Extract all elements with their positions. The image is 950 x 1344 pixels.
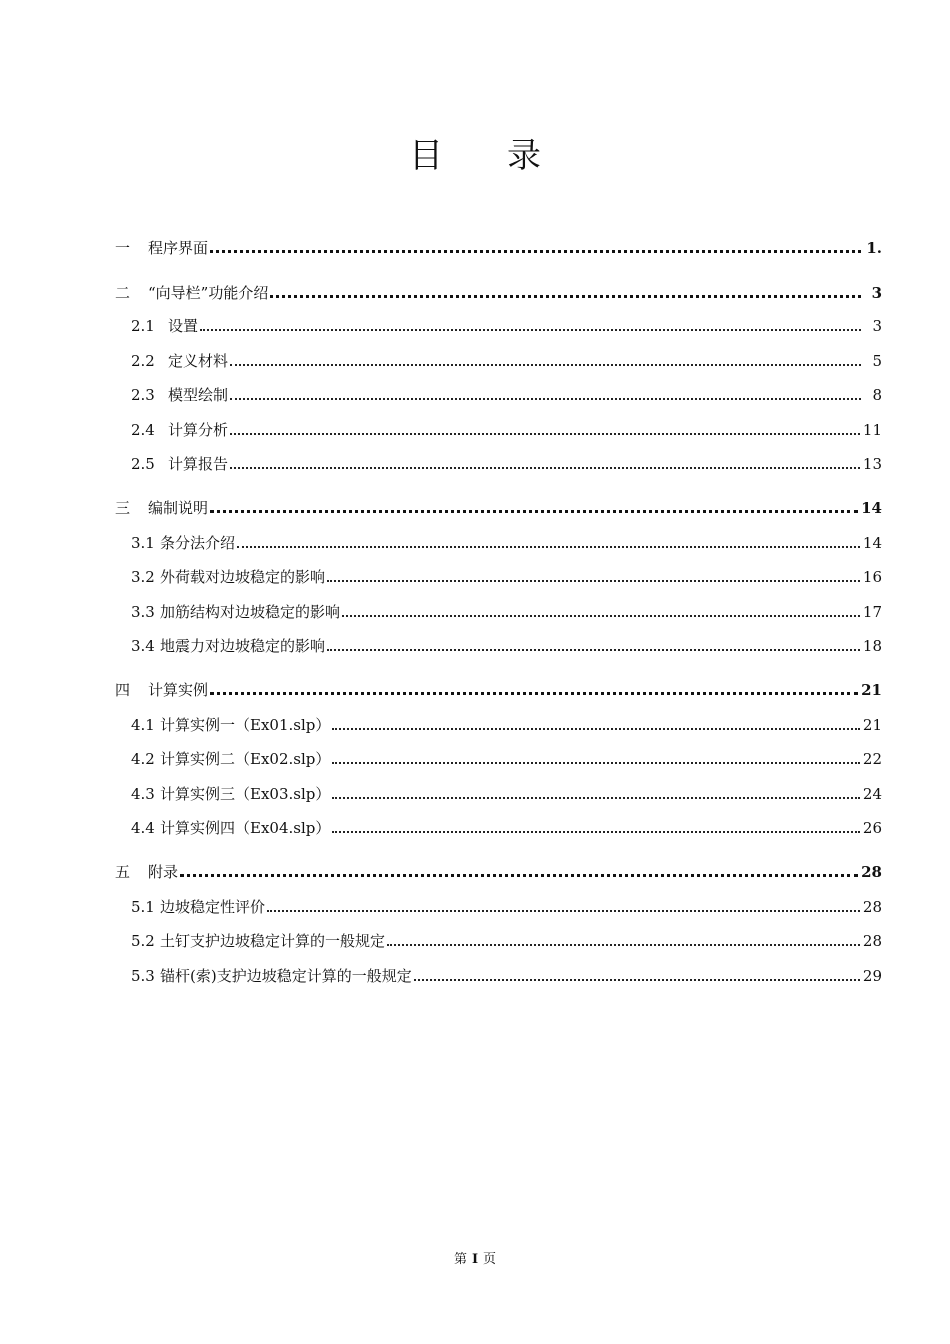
toc-entry-label: 计算实例 <box>148 681 209 699</box>
toc-entry-label: 加筋结构对边坡稳定的影响 <box>160 603 341 621</box>
toc-dot-leader <box>327 579 860 582</box>
toc-section-entry[interactable] <box>131 315 882 337</box>
toc-dot-leader <box>342 614 860 617</box>
toc-dot-leader <box>200 328 861 331</box>
toc-dot-leader <box>230 363 861 366</box>
toc-section-entry[interactable] <box>131 748 882 770</box>
toc-entry-page: 22 <box>862 750 882 768</box>
toc-entry-label: 锚杆(索)支护边坡稳定计算的一般规定 <box>160 967 412 985</box>
toc-entry-label: 边坡稳定性评价 <box>160 898 266 916</box>
toc-entry-page: 28 <box>862 898 882 916</box>
toc-dot-leader <box>327 648 860 651</box>
toc-entry-number: 2.1 <box>131 317 155 335</box>
toc-entry-page: 1. <box>866 239 882 257</box>
toc-dot-leader <box>230 432 860 435</box>
toc-entry-label: 外荷载对边坡稳定的影响 <box>160 568 326 586</box>
toc-dot-leader <box>267 909 860 912</box>
footer-prefix: 第 <box>453 1252 467 1267</box>
toc-entry-number: 4.2 <box>131 750 155 768</box>
toc-entry-number: 3.1 <box>131 534 155 552</box>
toc-dot-leader <box>332 830 860 833</box>
toc-entry-number: 四 <box>115 681 131 699</box>
toc-entry-number: 2.5 <box>131 455 155 473</box>
toc-entry-page: 21 <box>862 716 882 734</box>
toc-entry-page: 28 <box>861 863 882 881</box>
toc-entry-label: 土钉支护边坡稳定计算的一般规定 <box>160 932 386 950</box>
toc-entry-number: 5.3 <box>131 967 155 985</box>
toc-entry-label: 计算实例一（Ex01.slp） <box>160 716 331 734</box>
toc-entry-page: 29 <box>862 967 882 985</box>
toc-entry-page: 26 <box>862 819 882 837</box>
toc-chapter-entry[interactable] <box>115 497 882 519</box>
toc-section-entry[interactable] <box>131 566 882 588</box>
toc-entry-number: 3.2 <box>131 568 155 586</box>
toc-entry-label: 附录 <box>148 863 179 881</box>
toc-dot-leader <box>180 873 858 877</box>
toc-entry-number: 五 <box>115 863 131 881</box>
toc-chapter-entry[interactable] <box>115 237 882 259</box>
toc-section-entry[interactable] <box>131 896 882 918</box>
toc-entry-label: 计算实例三（Ex03.slp） <box>160 785 331 803</box>
toc-dot-leader <box>332 727 860 730</box>
toc-entry-label: “向导栏”功能介绍 <box>148 284 269 302</box>
toc-entry-number: 2.3 <box>131 386 155 404</box>
toc-entry-page: 3 <box>872 317 882 335</box>
toc-entry-page: 14 <box>861 499 882 517</box>
toc-dot-leader <box>210 509 858 513</box>
toc-section-entry[interactable] <box>131 350 882 372</box>
toc-section-entry[interactable] <box>131 783 882 805</box>
toc-entry-page: 5 <box>872 352 882 370</box>
toc-entry-label: 模型绘制 <box>168 386 229 404</box>
toc-entry-page: 14 <box>862 534 882 552</box>
toc-chapter-entry[interactable] <box>115 282 882 304</box>
toc-entry-label: 编制说明 <box>148 499 209 517</box>
toc-dot-leader <box>332 796 860 799</box>
toc-entry-page: 11 <box>862 421 882 439</box>
toc-dot-leader <box>387 943 860 946</box>
toc-entry-number: 4.1 <box>131 716 155 734</box>
toc-dot-leader <box>230 397 861 400</box>
page-footer <box>0 1248 950 1267</box>
toc-chapter-entry[interactable] <box>115 861 882 883</box>
toc-entry-number: 4.3 <box>131 785 155 803</box>
toc-entry-number: 三 <box>115 499 131 517</box>
toc-entry-page: 16 <box>862 568 882 586</box>
toc-dot-leader <box>210 691 858 695</box>
title-char-right: 录 <box>507 136 541 176</box>
toc-dot-leader <box>230 466 860 469</box>
toc-section-entry[interactable] <box>131 965 882 987</box>
toc-section-entry[interactable] <box>131 601 882 623</box>
toc-entry-page: 3 <box>871 284 882 302</box>
footer-suffix: 页 <box>483 1252 497 1267</box>
toc-section-entry[interactable] <box>131 817 882 839</box>
toc-dot-leader <box>210 249 861 253</box>
toc-dot-leader <box>270 294 861 298</box>
toc-entry-page: 8 <box>872 386 882 404</box>
toc-entry-number: 5.1 <box>131 898 155 916</box>
toc-entry-label: 程序界面 <box>148 239 209 257</box>
toc-entry-label: 计算分析 <box>168 421 229 439</box>
toc-entry-page: 17 <box>862 603 882 621</box>
toc-entry-number: 3.3 <box>131 603 155 621</box>
toc-entry-label: 地震力对边坡稳定的影响 <box>160 637 326 655</box>
toc-entry-number: 3.4 <box>131 637 155 655</box>
toc-entry-label: 定义材料 <box>168 352 229 370</box>
toc-section-entry[interactable] <box>131 532 882 554</box>
toc-entry-number: 2.2 <box>131 352 155 370</box>
toc-section-entry[interactable] <box>131 714 882 736</box>
toc-section-entry[interactable] <box>131 453 882 475</box>
toc-entry-label: 计算报告 <box>168 455 229 473</box>
toc-entry-label: 条分法介绍 <box>160 534 236 552</box>
toc-entry-page: 21 <box>861 681 882 699</box>
toc-dot-leader <box>414 978 860 981</box>
title-char-left: 目 <box>409 136 443 176</box>
toc-entry-page: 13 <box>862 455 882 473</box>
toc-entry-page: 24 <box>862 785 882 803</box>
toc-dot-leader <box>237 545 860 548</box>
toc-entry-number: 4.4 <box>131 819 155 837</box>
toc-section-entry[interactable] <box>131 419 882 441</box>
toc-entry-number: 二 <box>115 284 131 302</box>
toc-entry-label: 设置 <box>168 317 199 335</box>
toc-chapter-entry[interactable] <box>115 679 882 701</box>
toc-entry-number: 2.4 <box>131 421 155 439</box>
toc-entry-number: 一 <box>115 239 131 257</box>
toc-entry-label: 计算实例二（Ex02.slp） <box>160 750 331 768</box>
toc-section-entry[interactable] <box>131 930 882 952</box>
page-title <box>0 128 950 177</box>
toc-entry-label: 计算实例四（Ex04.slp） <box>160 819 331 837</box>
toc-dot-leader <box>332 761 860 764</box>
toc-entry-page: 28 <box>862 932 882 950</box>
toc-section-entry[interactable] <box>131 384 882 406</box>
toc-entry-page: 18 <box>862 637 882 655</box>
toc-entry-number: 5.2 <box>131 932 155 950</box>
toc-section-entry[interactable] <box>131 635 882 657</box>
footer-page-number: I <box>471 1252 479 1267</box>
